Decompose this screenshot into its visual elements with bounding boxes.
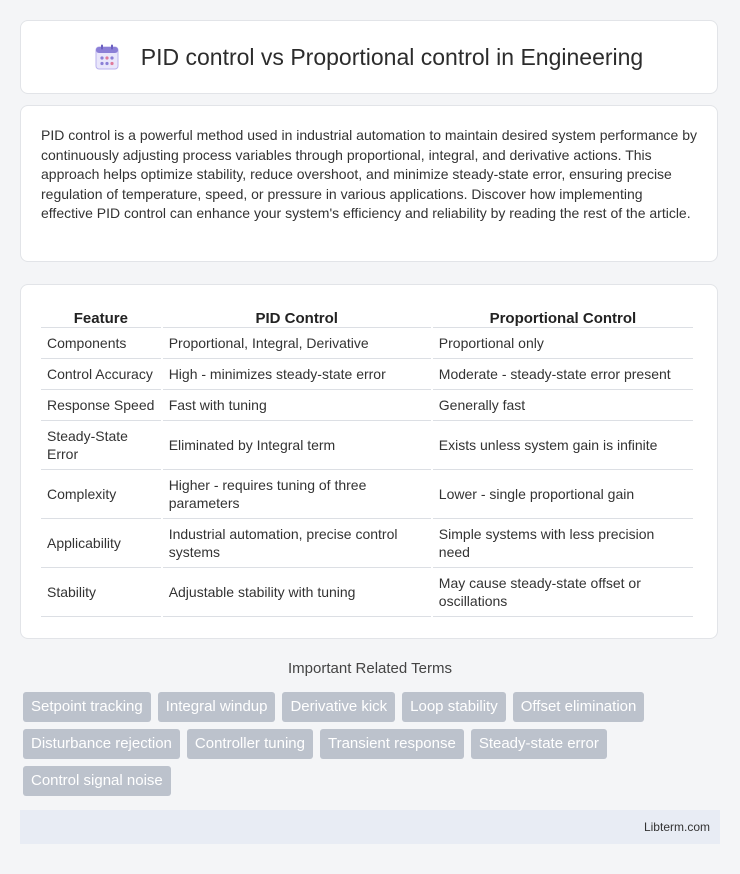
related-term-tag[interactable]: Loop stability bbox=[402, 692, 506, 722]
calendar-grid-icon bbox=[95, 44, 119, 70]
intro-card bbox=[20, 105, 718, 262]
table-row bbox=[41, 568, 693, 617]
table-cell: Response Speed bbox=[41, 390, 161, 421]
column-header: Proportional Control bbox=[433, 305, 693, 328]
comparison-table bbox=[39, 305, 695, 617]
related-term-tag[interactable]: Integral windup bbox=[158, 692, 276, 722]
table-cell: Applicability bbox=[41, 519, 161, 568]
table-cell: May cause steady-state offset or oscillations bbox=[433, 568, 693, 617]
related-terms-list bbox=[23, 692, 713, 803]
table-cell: Simple systems with less precision need bbox=[433, 519, 693, 568]
table-cell: Generally fast bbox=[433, 390, 693, 421]
table-cell: High - minimizes steady-state error bbox=[163, 359, 431, 390]
table-cell: Higher - requires tuning of three parameters bbox=[163, 470, 431, 519]
comparison-card bbox=[20, 284, 718, 639]
related-term-tag[interactable]: Controller tuning bbox=[187, 729, 313, 759]
related-term-tag[interactable]: Control signal noise bbox=[23, 766, 171, 796]
table-cell: Moderate - steady-state error present bbox=[433, 359, 693, 390]
table-cell: Industrial automation, precise control systems bbox=[163, 519, 431, 568]
table-cell: Fast with tuning bbox=[163, 390, 431, 421]
column-header: Feature bbox=[41, 305, 161, 328]
intro-paragraph: PID control is a powerful method used in industrial automation to maintain desired system performance by continuously adjusting process variables through proportional, integral, and derivative actions. This approach helps optimize stability, reduce overshoot, and minimize steady-state error, ensuring precise regulation of temperature, speed, or pressure in various applications. Discover how implementing effective PID control can enhance your system's efficiency and reliability by reading the rest of the article. bbox=[41, 127, 697, 222]
table-cell: Exists unless system gain is infinite bbox=[433, 421, 693, 470]
table-cell: Stability bbox=[41, 568, 161, 617]
table-row bbox=[41, 328, 693, 359]
page-title: PID control vs Proportional control in Engineering bbox=[140, 43, 644, 70]
table-cell: Eliminated by Integral term bbox=[163, 421, 431, 470]
footer bbox=[20, 810, 720, 844]
table-cell: Components bbox=[41, 328, 161, 359]
column-header: PID Control bbox=[163, 305, 431, 328]
table-cell: Control Accuracy bbox=[41, 359, 161, 390]
table-row bbox=[41, 470, 693, 519]
related-term-tag[interactable]: Setpoint tracking bbox=[23, 692, 151, 722]
related-term-tag[interactable]: Transient response bbox=[320, 729, 464, 759]
related-term-tag[interactable]: Steady-state error bbox=[471, 729, 607, 759]
table-row bbox=[41, 390, 693, 421]
related-terms-title: Important Related Terms bbox=[288, 660, 452, 677]
header-card bbox=[20, 20, 718, 94]
table-cell: Proportional only bbox=[433, 328, 693, 359]
table-row bbox=[41, 359, 693, 390]
table-row bbox=[41, 519, 693, 568]
table-cell: Proportional, Integral, Derivative bbox=[163, 328, 431, 359]
table-cell: Adjustable stability with tuning bbox=[163, 568, 431, 617]
footer-site-link[interactable]: Libterm.com bbox=[643, 820, 710, 834]
related-term-tag[interactable]: Derivative kick bbox=[282, 692, 395, 722]
table-cell: Complexity bbox=[41, 470, 161, 519]
table-row bbox=[41, 421, 693, 470]
related-term-tag[interactable]: Offset elimination bbox=[513, 692, 645, 722]
table-cell: Steady-State Error bbox=[41, 421, 161, 470]
related-term-tag[interactable]: Disturbance rejection bbox=[23, 729, 180, 759]
table-cell: Lower - single proportional gain bbox=[433, 470, 693, 519]
table-header-row bbox=[41, 305, 693, 328]
